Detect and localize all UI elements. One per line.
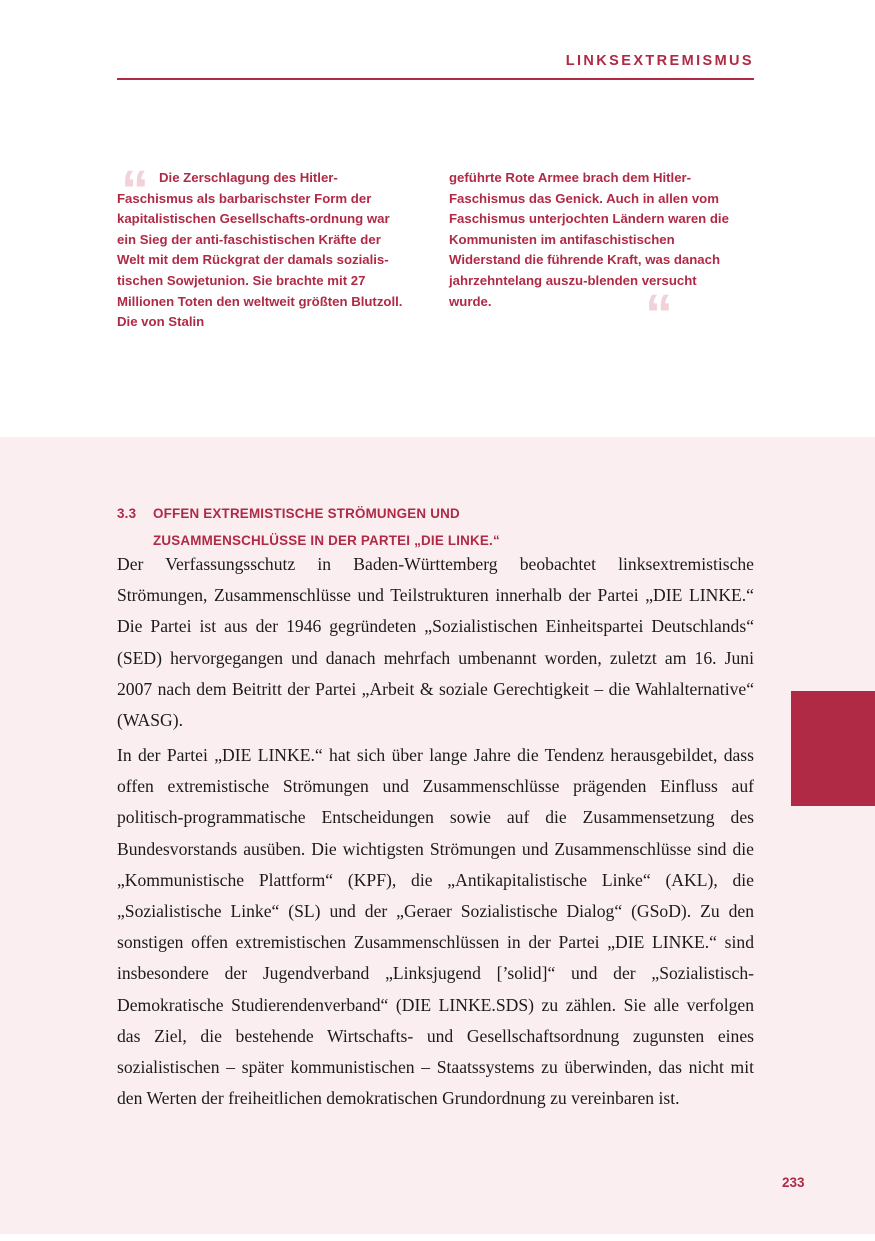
quote-close-icon: “: [645, 282, 669, 345]
pull-quote-column-left: Die Zerschlagung des Hitler-Faschismus als barbarischster Form der kapitalistischen Gesellschafts-ordnung war ein Sieg der anti-faschistischen Kräfte der Welt mit dem Rückgrat der damals sozialis-tischen Sowjetunion. Sie brachte mit 27 Millionen Toten den weltweit größten Blutzoll. Die von Stalin: [117, 170, 403, 330]
header-title: LINKSEXTREMISMUS: [565, 53, 754, 69]
page-number: 233: [782, 1175, 805, 1190]
header-divider: [117, 78, 754, 80]
page-header: [117, 52, 754, 82]
body-paragraph-1: Der Verfassungsschutz in Baden-Württemberg beobachtet linksextremistische Strömungen, Zusammenschlüsse und Teilstrukturen innerhalb der Partei „DIE LINKE.“ Die Partei ist aus der 1946 gegründeten „Sozialistischen Einheitspartei Deutschlands“ (SED) hervorgegangen und danach mehrfach umbenannt worden, zuletzt am 16. Juni 2007 nach dem Beitritt der Partei „Arbeit & soziale Gerechtigkeit – die Wahlalternative“ (WASG).: [117, 554, 754, 731]
body-paragraph-2: In der Partei „DIE LINKE.“ hat sich über lange Jahre die Tendenz herausgebildet, dass offen extremistische Strömungen und Zusammenschlüsse prägenden Einfluss auf politisch-programmatische Entscheidungen sowie auf die Zusammensetzung des Bundesvorstands ausüben. Die wichtigsten Strömungen und Zusammenschlüsse sind die „Kommunistische Plattform“ (KPF), die „Antikapitalistische Linke“ (AKL), die „Sozialistische Linke“ (SL) und der „Geraer Sozialistische Dialog“ (GSoD). Zu den sonstigen offen extremistischen Zusammenschlüssen in der Partei „DIE LINKE.“ sind insbesondere der Jugendverband „Linksjugend [’solid]“ und der „Sozialistisch-Demokratische Studierendenverband“ (DIE LINKE.SDS) zu zählen. Sie alle verfolgen das Ziel, die bestehende Wirtschafts- und Gesellschaftsordnung zugunsten eines sozialistischen – später kommunistischen – Staatssystems zu überwinden, das nicht mit den Werten der freiheitlichen demokratischen Grundordnung zu vereinbaren ist.: [117, 745, 754, 1109]
pull-quote: [117, 158, 754, 368]
pull-quote-column-right: geführte Rote Armee brach dem Hitler-Faschismus das Genick. Auch in allen vom Faschismus unterjochten Ländern waren die Kommunisten im antifaschistischen Widerstand die führende Kraft, was danach jahrzehntelang auszu-blenden versucht wurde.: [449, 170, 729, 309]
section-number: 3.3: [117, 506, 137, 521]
quote-open-icon: “: [121, 158, 145, 221]
section-heading: [117, 500, 754, 554]
section-title-line2: ZUSAMMENSCHLÜSSE IN DER PARTEI „DIE LINKE.“: [153, 533, 500, 548]
chapter-side-tab: [791, 691, 875, 806]
section-title-line1: OFFEN EXTREMISTISCHE STRÖMUNGEN UND: [153, 506, 460, 521]
